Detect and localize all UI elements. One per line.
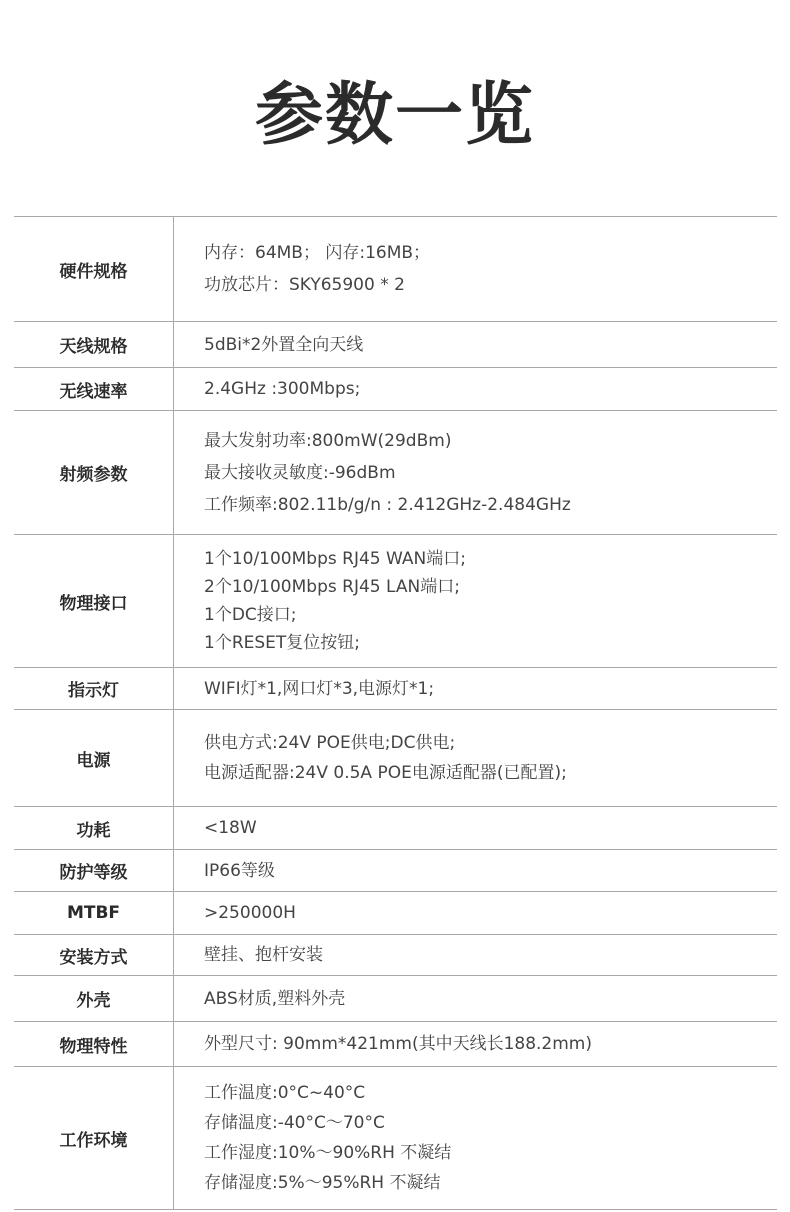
spec-value-line: 1个DC接口; xyxy=(204,605,297,625)
spec-value-line: 2.4GHz :300Mbps; xyxy=(204,379,361,399)
spec-value xyxy=(174,535,777,667)
spec-label: MTBF xyxy=(14,892,174,934)
spec-value-line: ABS材质,塑料外壳 xyxy=(204,988,346,1009)
spec-label: 指示灯 xyxy=(14,668,174,709)
spec-value xyxy=(174,850,777,891)
spec-row xyxy=(14,976,777,1022)
spec-value-line: 工作湿度:10%～90%RH 不凝结 xyxy=(204,1143,452,1163)
spec-label: 无线速率 xyxy=(14,368,174,410)
spec-value xyxy=(174,892,777,934)
spec-label: 硬件规格 xyxy=(14,217,174,321)
spec-value xyxy=(174,1022,777,1066)
spec-value-line: 1个RESET复位按钮; xyxy=(204,633,361,653)
spec-value xyxy=(174,935,777,975)
spec-label: 射频参数 xyxy=(14,411,174,534)
spec-value-line: 电源适配器:24V 0.5A POE电源适配器(已配置); xyxy=(204,763,567,783)
spec-value xyxy=(174,1067,777,1209)
spec-value xyxy=(174,322,777,367)
spec-label: 物理接口 xyxy=(14,535,174,667)
spec-value-line: 功放芯片：SKY65900 * 2 xyxy=(204,275,405,295)
page-title: 参数一览 xyxy=(254,76,535,155)
spec-value xyxy=(174,368,777,410)
spec-row xyxy=(14,411,777,535)
spec-value-line: <18W xyxy=(204,818,257,838)
spec-value-line: 最大发射功率:800mW(29dBm) xyxy=(204,430,452,451)
spec-table xyxy=(14,216,777,1210)
spec-label: 工作环境 xyxy=(14,1067,174,1209)
spec-row xyxy=(14,322,777,368)
spec-value-line: 存储湿度:5%～95%RH 不凝结 xyxy=(204,1173,441,1193)
spec-value xyxy=(174,217,777,321)
spec-label: 外壳 xyxy=(14,976,174,1021)
spec-label: 物理特性 xyxy=(14,1022,174,1066)
spec-row xyxy=(14,217,777,322)
spec-value xyxy=(174,807,777,849)
spec-row xyxy=(14,1067,777,1210)
spec-value-line: 1个10/100Mbps RJ45 WAN端口; xyxy=(204,549,466,569)
spec-row xyxy=(14,807,777,850)
spec-row xyxy=(14,668,777,710)
spec-value-line: 5dBi*2外置全向天线 xyxy=(204,334,364,355)
spec-row xyxy=(14,850,777,892)
spec-value xyxy=(174,976,777,1021)
spec-value-line: 最大接收灵敏度:-96dBm xyxy=(204,462,396,483)
spec-value-line: 存储温度:-40°C～70°C xyxy=(204,1113,385,1133)
spec-row xyxy=(14,368,777,411)
spec-value-line: 工作频率:802.11b/g/n : 2.412GHz-2.484GHz xyxy=(204,494,571,515)
spec-row xyxy=(14,892,777,935)
spec-row xyxy=(14,535,777,668)
spec-label: 防护等级 xyxy=(14,850,174,891)
spec-row xyxy=(14,935,777,976)
spec-label: 功耗 xyxy=(14,807,174,849)
spec-value-line: 壁挂、抱杆安装 xyxy=(204,945,323,965)
spec-label: 电源 xyxy=(14,710,174,806)
spec-value-line: 内存：64MB； 闪存:16MB； xyxy=(204,243,431,263)
spec-value-line: IP66等级 xyxy=(204,860,275,881)
spec-row xyxy=(14,1022,777,1067)
spec-value-line: 供电方式:24V POE供电;DC供电; xyxy=(204,733,456,753)
spec-value-line: >250000H xyxy=(204,903,296,923)
spec-value-line: 工作温度:0°C~40°C xyxy=(204,1083,366,1103)
spec-row xyxy=(14,710,777,807)
spec-value-line: 外型尺寸: 90mm*421mm(其中天线长188.2mm) xyxy=(204,1034,593,1054)
spec-value xyxy=(174,668,777,709)
spec-label: 天线规格 xyxy=(14,322,174,367)
spec-value-line: 2个10/100Mbps RJ45 LAN端口; xyxy=(204,577,460,597)
spec-value xyxy=(174,710,777,806)
spec-value-line: WIFI灯*1,网口灯*3,电源灯*1; xyxy=(204,678,435,699)
spec-value xyxy=(174,411,777,534)
spec-label: 安装方式 xyxy=(14,935,174,975)
